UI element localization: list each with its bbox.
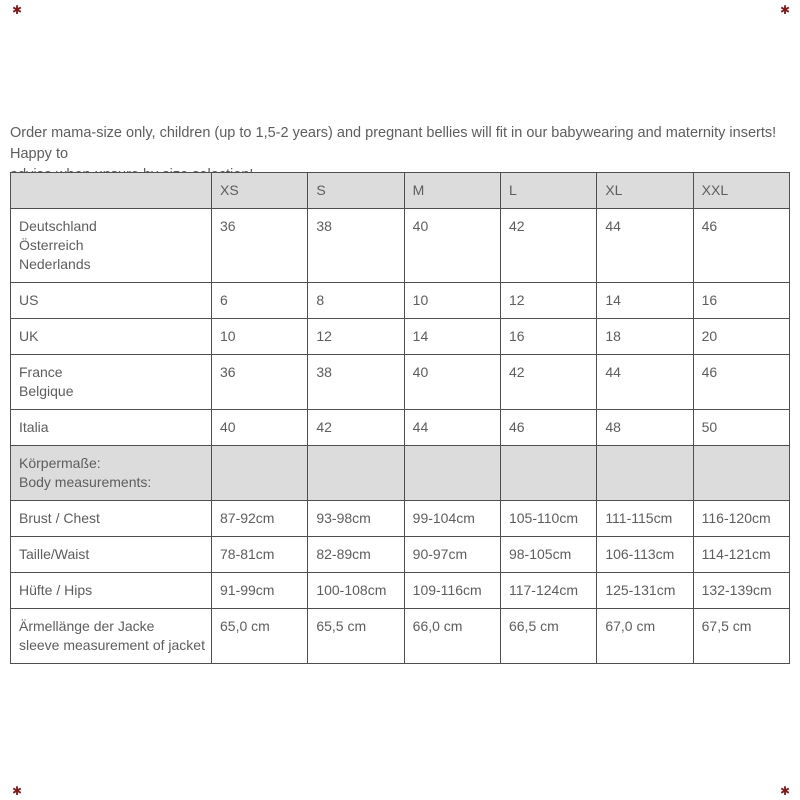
row-label-line: Österreich — [19, 237, 84, 253]
size-value-cell: 100-108cm — [308, 573, 404, 609]
row-label-line: France — [19, 364, 63, 380]
size-value-cell: 42 — [308, 410, 404, 446]
size-value-cell: 44 — [404, 410, 500, 446]
size-value-cell: 38 — [308, 209, 404, 283]
size-value-cell: 48 — [597, 410, 693, 446]
size-value-cell: 98-105cm — [500, 537, 596, 573]
size-value-cell: 65,0 cm — [212, 609, 308, 664]
header-cell-s: S — [308, 173, 404, 209]
size-value-cell: 82-89cm — [308, 537, 404, 573]
row-label-line: Ärmellänge der Jacke — [19, 618, 155, 634]
row-label-cell — [11, 209, 212, 283]
size-value-cell: 40 — [212, 410, 308, 446]
size-value-cell: 67,5 cm — [693, 609, 789, 664]
size-value-cell: 117-124cm — [500, 573, 596, 609]
row-label-cell — [11, 410, 212, 446]
row-label-cell — [11, 319, 212, 355]
row-label-line: Brust / Chest — [19, 510, 100, 526]
size-value-cell: 16 — [500, 319, 596, 355]
size-value-cell — [597, 446, 693, 501]
header-cell-xs: XS — [212, 173, 308, 209]
row-label-cell — [11, 537, 212, 573]
size-value-cell: 67,0 cm — [597, 609, 693, 664]
table-row — [11, 355, 790, 410]
table-row — [11, 446, 790, 501]
size-value-cell — [404, 446, 500, 501]
size-value-cell: 105-110cm — [500, 501, 596, 537]
row-label-line: Belgique — [19, 383, 74, 399]
table-row — [11, 209, 790, 283]
table-row — [11, 573, 790, 609]
size-value-cell — [500, 446, 596, 501]
size-value-cell: 44 — [597, 355, 693, 410]
size-value-cell: 36 — [212, 209, 308, 283]
header-cell-m: M — [404, 173, 500, 209]
size-value-cell: 65,5 cm — [308, 609, 404, 664]
size-value-cell: 99-104cm — [404, 501, 500, 537]
size-value-cell: 50 — [693, 410, 789, 446]
table-row — [11, 410, 790, 446]
row-label-line: Body measurements: — [19, 474, 152, 490]
size-value-cell: 16 — [693, 283, 789, 319]
table-body — [11, 209, 790, 664]
row-label-cell — [11, 573, 212, 609]
size-value-cell: 66,5 cm — [500, 609, 596, 664]
size-value-cell: 90-97cm — [404, 537, 500, 573]
size-value-cell: 36 — [212, 355, 308, 410]
row-label-cell — [11, 446, 212, 501]
header-row — [11, 173, 790, 209]
table-header — [11, 173, 790, 209]
corner-marker-top-right-icon: ✱ — [779, 3, 790, 17]
table-row — [11, 319, 790, 355]
intro-line-1: Order mama-size only, children (up to 1,5-2 years) and pregnant bellies will fit in our babywearing and maternity inserts! Happy to — [10, 125, 777, 162]
row-label-line: UK — [19, 328, 39, 344]
table-row — [11, 609, 790, 664]
size-value-cell: 8 — [308, 283, 404, 319]
row-label-line: US — [19, 292, 39, 308]
size-value-cell: 12 — [500, 283, 596, 319]
size-value-cell: 116-120cm — [693, 501, 789, 537]
size-value-cell — [212, 446, 308, 501]
row-label-cell — [11, 501, 212, 537]
row-label-cell — [11, 283, 212, 319]
size-value-cell: 40 — [404, 355, 500, 410]
size-value-cell: 87-92cm — [212, 501, 308, 537]
row-label-line: sleeve measurement of jacket — [19, 637, 205, 653]
size-value-cell — [308, 446, 404, 501]
size-value-cell: 125-131cm — [597, 573, 693, 609]
table-row — [11, 283, 790, 319]
size-value-cell: 40 — [404, 209, 500, 283]
row-label-cell — [11, 355, 212, 410]
size-value-cell: 38 — [308, 355, 404, 410]
size-value-cell: 6 — [212, 283, 308, 319]
size-value-cell: 14 — [597, 283, 693, 319]
size-value-cell: 10 — [212, 319, 308, 355]
size-value-cell: 20 — [693, 319, 789, 355]
size-value-cell: 114-121cm — [693, 537, 789, 573]
size-value-cell: 44 — [597, 209, 693, 283]
size-value-cell: 46 — [693, 209, 789, 283]
size-value-cell — [693, 446, 789, 501]
row-label-line: Italia — [19, 419, 49, 435]
size-value-cell: 78-81cm — [212, 537, 308, 573]
size-value-cell: 42 — [500, 355, 596, 410]
size-value-cell: 66,0 cm — [404, 609, 500, 664]
row-label-line: Deutschland — [19, 218, 97, 234]
header-cell-empty — [11, 173, 212, 209]
size-value-cell: 42 — [500, 209, 596, 283]
corner-marker-bottom-right-icon: ✱ — [779, 784, 790, 798]
size-value-cell: 18 — [597, 319, 693, 355]
size-value-cell: 46 — [500, 410, 596, 446]
size-chart-table — [10, 172, 790, 664]
size-value-cell: 109-116cm — [404, 573, 500, 609]
corner-marker-bottom-left-icon: ✱ — [12, 784, 23, 798]
size-value-cell: 46 — [693, 355, 789, 410]
size-value-cell: 12 — [308, 319, 404, 355]
table-row — [11, 537, 790, 573]
row-label-line: Nederlands — [19, 256, 91, 272]
row-label-line: Taille/Waist — [19, 546, 90, 562]
size-value-cell: 132-139cm — [693, 573, 789, 609]
size-value-cell: 14 — [404, 319, 500, 355]
row-label-cell — [11, 609, 212, 664]
size-value-cell: 91-99cm — [212, 573, 308, 609]
corner-marker-top-left-icon: ✱ — [12, 3, 23, 17]
header-cell-xl: XL — [597, 173, 693, 209]
table-row — [11, 501, 790, 537]
size-value-cell: 93-98cm — [308, 501, 404, 537]
size-value-cell: 10 — [404, 283, 500, 319]
header-cell-l: L — [500, 173, 596, 209]
row-label-line: Körpermaße: — [19, 455, 101, 471]
size-value-cell: 106-113cm — [597, 537, 693, 573]
header-cell-xxl: XXL — [693, 173, 789, 209]
size-value-cell: 111-115cm — [597, 501, 693, 537]
row-label-line: Hüfte / Hips — [19, 582, 93, 598]
